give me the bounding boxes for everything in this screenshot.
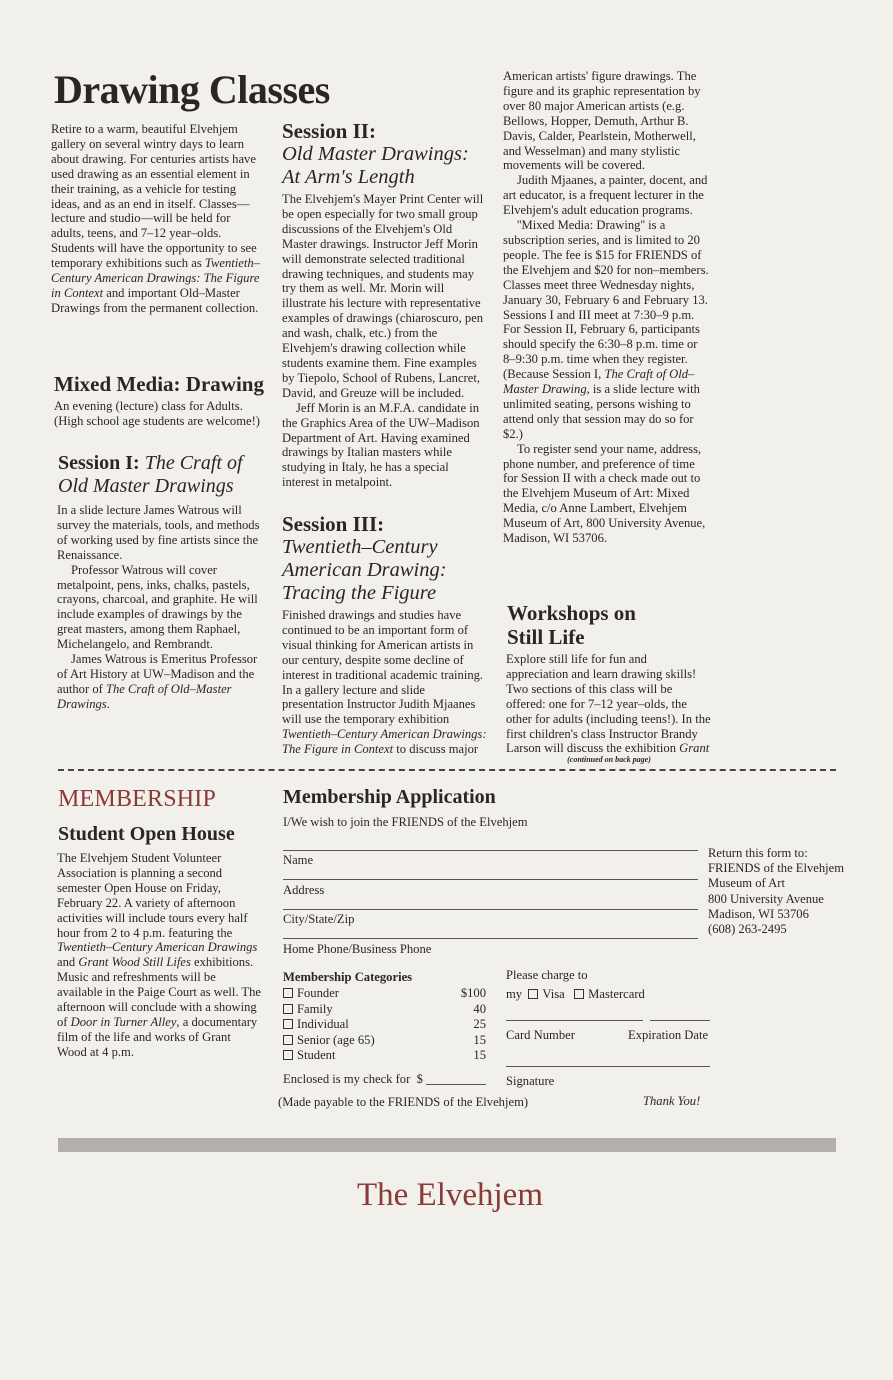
session1-paragraph: Professor Watrous will cover metalpoint, pens, inks, chalks, pastels, crayons, charcoal, and graphite. He will include examples of drawings by the great masters, among them Raphael, Michelangelo, and Rembrandt. xyxy=(57,562,258,652)
session3-heading: Session III: Twentieth–Century American Drawing: Tracing the Figure xyxy=(282,512,447,604)
signature-line[interactable] xyxy=(506,1066,710,1067)
enclosed-check-label: Enclosed is my check for $ xyxy=(283,1072,423,1086)
category-individual[interactable]: Individual 25 xyxy=(283,1017,486,1033)
senior-checkbox[interactable] xyxy=(283,1035,293,1045)
continued-note: (continued on back page) xyxy=(567,755,651,764)
address-label: Address xyxy=(283,883,325,897)
session2-heading: Session II: Old Master Drawings: At Arm's Length xyxy=(282,119,469,188)
signature-label: Signature xyxy=(506,1074,555,1088)
expiration-label: Expiration Date xyxy=(628,1028,709,1042)
workshops-paragraph: Explore still life for fun and appreciation and learn drawing skills! Two sections of this class will be offered: one for 7–12 year–olds, the other for adults (including teens!). In the first children's class Instructor Brandy Larson will discuss the exhibition Grant xyxy=(506,652,711,756)
city-state-zip-line[interactable] xyxy=(283,909,698,910)
column3-body xyxy=(503,69,709,546)
return-address: Return this form to: FRIENDS of the Elvehjem Museum of Art 800 University Avenue Madison, WI 53706 (608) 263-2495 xyxy=(708,846,845,937)
family-checkbox[interactable] xyxy=(283,1004,293,1014)
card-number-label: Card Number xyxy=(506,1028,575,1042)
name-label: Name xyxy=(283,853,314,867)
category-family[interactable]: Family 40 xyxy=(283,1002,486,1018)
category-student[interactable]: Student 15 xyxy=(283,1048,486,1064)
mixed-media-description: An evening (lecture) class for Adults. (High school age students are welcome!) xyxy=(54,399,260,428)
payable-note: (Made payable to the FRIENDS of the Elvehjem) xyxy=(278,1095,529,1109)
mastercard-checkbox[interactable] xyxy=(574,989,584,999)
phone-label: Home Phone/Business Phone xyxy=(283,942,432,956)
card-number-line[interactable] xyxy=(506,1020,643,1021)
individual-checkbox[interactable] xyxy=(283,1019,293,1029)
category-founder[interactable]: Founder $100 xyxy=(283,986,486,1002)
cut-line-divider xyxy=(58,769,836,771)
visa-checkbox[interactable] xyxy=(528,989,538,999)
address-line[interactable] xyxy=(283,879,698,880)
open-house-paragraph: The Elvehjem Student Volunteer Association is planning a second semester Open House on Friday, February 22. A variety of afternoon activities will include tours every half hour from 2 to 4 p.m. featuring the Twentieth–Century American Drawings and Grant Wood Still Lifes exhibitions. Music and refreshments will be available in the Paige Court as well. The afternoon will conclude with a showing of Door in Turner Alley, a documentary film of the life and works of Grant Wood at 4 p.m. xyxy=(57,851,262,1059)
check-amount-line[interactable] xyxy=(426,1084,486,1085)
session1-heading: Session I: The Craft of Old Master Drawings xyxy=(58,452,243,497)
session2-paragraph: The Elvehjem's Mayer Print Center will be open especially for two small group discussions of the Elvehjem's Old Master drawings. Instructor Jeff Morin will demonstrate selected traditional drawing techniques, and students may try them as well. Mr. Morin will illustrate his lecture with representative examples of drawings (chiaroscuro, pen and wash, chalk, etc.) from the Elvehjem's drawing collection while students examine them. Fine examples by Tiepolo, School of Rubens, Lancret, David, and Greuze will be included. xyxy=(282,192,484,400)
student-checkbox[interactable] xyxy=(283,1050,293,1060)
session1-body xyxy=(57,503,265,712)
instructor-paragraph: Judith Mjaanes, a painter, docent, and art educator, is a frequent lecturer in the Elvehjem's adult education programs. xyxy=(503,173,708,218)
application-intro: I/We wish to join the FRIENDS of the Elvehjem xyxy=(283,815,528,829)
figure-drawings-paragraph: American artists' figure drawings. The figure and its graphic representation by over 80 major American artists (e.g. Bellows, Hopper, Demuth, Arthur B. Davis, Calder, Pearlstein, Motherwell, and Wesselman) and many stylistic movements will be covered. xyxy=(503,69,701,173)
session1-paragraph: In a slide lecture James Watrous will survey the materials, tools, and methods of working used by fine artists since the Renaissance. xyxy=(57,503,260,562)
application-title: Membership Application xyxy=(283,786,496,808)
register-paragraph: To register send your name, address, phone number, and preference of time for Session II with a check made out to the Elvehjem Museum of Art: Mixed Media, c/o Anne Lambert, Elvehjem Museum of Art, 800 University Avenue, Madison, WI 53706. xyxy=(503,441,706,546)
session3-body xyxy=(282,608,487,757)
expiration-date-line[interactable] xyxy=(650,1020,710,1021)
session3-paragraph: Finished drawings and studies have continued to be an important form of visual thinking for American artists in our century, despite some decline of interest in traditional academic training. In a gallery lecture and slide presentation Instructor Judith Mjaanes will use the temporary exhibition Twentieth–Century American Drawings: The Figure in Context to discuss major xyxy=(282,608,487,757)
card-choice: my Visa Mastercard xyxy=(506,987,645,1001)
page-title: Drawing Classes xyxy=(54,67,330,112)
intro-paragraph: Retire to a warm, beautiful Elvehjem gallery on several wintry days to learn about drawing. For centuries artists have used drawing as an essential element in their training, as a vehicle for testing ideas, and as an end in itself. Classes—lecture and studio—will be held for adults, teens, and 7–12 year–olds. Students will have the opportunity to see temporary exhibitions such as Twentieth–Century American Drawings: The Figure in Context and important Old–Master Drawings from the permanent collection. xyxy=(51,122,260,315)
intro-column xyxy=(51,122,265,316)
museum-wordmark: The Elvehjem xyxy=(356,1177,543,1213)
phone-line[interactable] xyxy=(283,938,698,939)
session1-author-paragraph: James Watrous is Emeritus Professor of Art History at UW–Madison and the author of The Craft of Old–Master Drawings. xyxy=(57,652,258,711)
categories-heading: Membership Categories xyxy=(283,970,413,984)
mixed-media-heading: Mixed Media: Drawing xyxy=(54,372,264,396)
session2-body xyxy=(282,192,487,490)
membership-title: MEMBERSHIP xyxy=(58,786,217,812)
open-house-body xyxy=(57,851,261,1060)
session2-paragraph: Jeff Morin is an M.F.A. candidate in the Graphics Area of the UW–Madison Department of Art. Having examined drawings by Italian masters while studying in Italy, he has a special interest in metalpoint. xyxy=(282,400,480,490)
charge-label: Please charge to xyxy=(506,968,588,982)
category-senior[interactable]: Senior (age 65) 15 xyxy=(283,1033,486,1049)
fees-paragraph: ''Mixed Media: Drawing'' is a subscription series, and is limited to 20 people. The fee is $15 for FRIENDS of the Elvehjem and $20 for non–members. Classes meet three Wednesday nights, January 30, February 6 and February 13. Sessions I and III meet at 7:30–9 p.m. For Session II, February 6, participants should specify the 6:30–8 p.m. time or 8–9:30 p.m. time when they register. (Because Session I, The Craft of Old–Master Drawing, is a slide lecture with unlimited seating, persons wishing to attend only that session may do so for $2.) xyxy=(503,218,709,441)
open-house-heading: Student Open House xyxy=(58,823,235,845)
workshops-heading: Workshops on Still Life xyxy=(507,601,636,649)
workshops-body xyxy=(506,652,712,756)
name-line[interactable] xyxy=(283,850,698,851)
city-state-zip-label: City/State/Zip xyxy=(283,912,355,926)
thank-you-text: Thank You! xyxy=(643,1094,701,1108)
footer-divider-bar xyxy=(58,1138,836,1152)
founder-checkbox[interactable] xyxy=(283,988,293,998)
